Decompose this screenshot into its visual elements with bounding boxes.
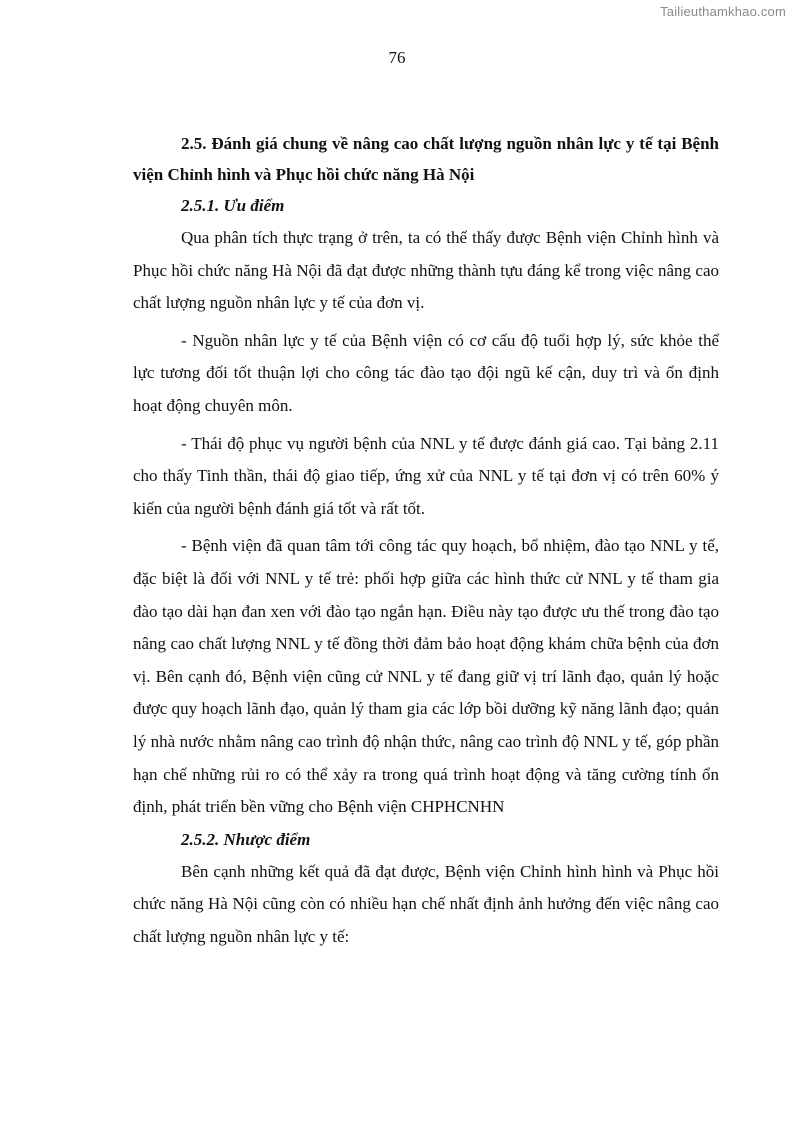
advantages-heading: 2.5.1. Ưu điểm (181, 196, 285, 215)
section-heading-text: 2.5. Đánh giá chung về nâng cao chất lượng nguồn nhân lực y tế tại Bệnh viện Chỉnh hình và Phục hồi chức năng Hà Nội (133, 134, 719, 184)
advantages-point-2: - Thái độ phục vụ người bệnh của NNL y tế được đánh giá cao. Tại bảng 2.11 cho thấy Tinh thần, thái độ giao tiếp, ứng xử của NNL y tế tại đơn vị có trên 60% ý kiến của người bệnh đánh giá tốt và rất tốt. (133, 433, 719, 518)
watermark-text: Tailieuthamkhao.com (660, 4, 786, 19)
section-heading (133, 128, 719, 190)
advantages-point-1: - Nguồn nhân lực y tế của Bệnh viện có cơ cấu độ tuổi hợp lý, sức khỏe thể lực tương đối tốt thuận lợi cho công tác đào tạo đội ngũ kế cận, duy trì và ổn định hoạt động chuyên môn. (133, 330, 719, 415)
advantages-intro-paragraph: Qua phân tích thực trạng ở trên, ta có thể thấy được Bệnh viện Chỉnh hình và Phục hồi chức năng Hà Nội đã đạt được những thành tựu đáng kể trong việc nâng cao chất lượng nguồn nhân lực y tế của đơn vị. (133, 228, 719, 313)
page-number: 76 (388, 48, 406, 67)
disadvantages-intro-paragraph: Bên cạnh những kết quả đã đạt được, Bệnh viện Chỉnh hình hình và Phục hồi chức năng Hà Nội cũng còn có nhiều hạn chế nhất định ảnh hưởng đến việc nâng cao chất lượng nguồn nhân lực y tế: (133, 861, 719, 946)
advantages-point-3: - Bệnh viện đã quan tâm tới công tác quy hoạch, bổ nhiệm, đào tạo NNL y tế, đặc biệt là đối với NNL y tế trẻ: phối hợp giữa các hình thức cử NNL y tế tham gia đào tạo dài hạn đan xen với đào tạo ngắn hạn. Điều này tạo được ưu thế trong đào tạo nâng cao chất lượng NNL y tế đồng thời đảm bảo hoạt động khám chữa bệnh của đơn vị. Bên cạnh đó, Bệnh viện cũng cử NNL y tế đang giữ vị trí lãnh đạo, quản lý hoặc được quy hoạch lãnh đạo, quản lý tham gia các lớp bồi dưỡng kỹ năng lãnh đạo; quản lý nhà nước nhằm nâng cao trình độ nhận thức, nâng cao trình độ NNL y tế, góp phần hạn chế những rủi ro có thể xảy ra trong quá trình hoạt động và tăng cường tính ổn định, phát triển bền vững cho Bệnh viện CHPHCNHN (133, 536, 719, 817)
document-body (133, 128, 719, 953)
disadvantages-heading: 2.5.2. Nhược điểm (181, 829, 311, 849)
